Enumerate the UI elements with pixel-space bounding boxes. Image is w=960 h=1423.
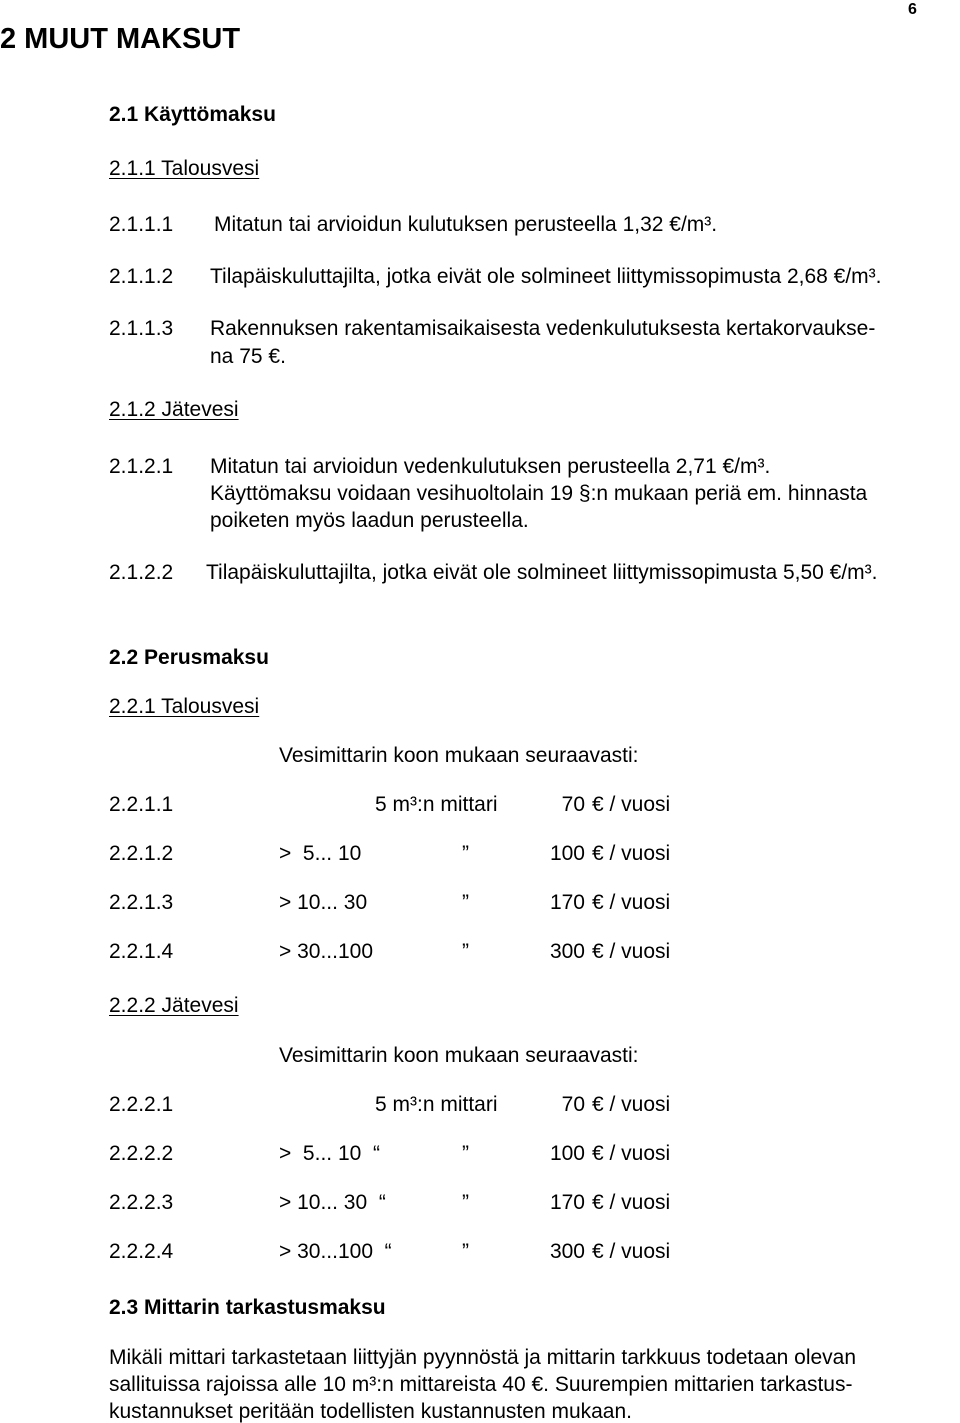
price: 300 <box>549 1240 585 1263</box>
meter-size: > 10... 30 “ <box>279 1191 386 1214</box>
item-number: 2.1.1.2 <box>109 265 174 288</box>
item-text: Mitatun tai arvioidun kulutuksen perusteella 1,32 €/m³. <box>214 213 718 236</box>
row-number: 2.2.1.3 <box>109 891 174 914</box>
ditto-mark: ” <box>462 1240 469 1263</box>
row-number: 2.2.2.4 <box>109 1240 174 1263</box>
meter-size: > 30...100 “ <box>279 1240 392 1263</box>
row-number: 2.2.1.1 <box>109 793 174 816</box>
price: 170 <box>549 891 585 914</box>
meter-size: > 5... 10 “ <box>279 1142 380 1165</box>
item-text-line: Käyttömaksu voidaan vesihuoltolain 19 §:n mukaan periä em. hinnasta <box>210 482 868 505</box>
price-unit: € / vuosi <box>592 1093 671 1116</box>
paragraph-line: kustannukset peritään todellisten kustannusten mukaan. <box>109 1400 633 1423</box>
price: 70 <box>561 793 585 816</box>
subsection-heading-2-2-1: 2.2.1 Talousvesi <box>109 695 260 718</box>
price: 100 <box>549 842 585 865</box>
item-text-line: poiketen myös laadun perusteella. <box>210 509 529 532</box>
section-heading-2-2: 2.2 Perusmaksu <box>109 646 269 669</box>
item-number: 2.1.1.3 <box>109 317 174 340</box>
table-intro: Vesimittarin koon mukaan seuraavasti: <box>279 1044 639 1067</box>
chapter-title: 2 MUUT MAKSUT <box>0 23 241 55</box>
section-heading-2-1: 2.1 Käyttömaksu <box>109 103 276 126</box>
meter-size: 5 m³:n mittari <box>375 1093 498 1116</box>
price-unit: € / vuosi <box>592 940 671 963</box>
ditto-mark: ” <box>462 1142 469 1165</box>
row-number: 2.2.2.1 <box>109 1093 174 1116</box>
item-text: Tilapäiskuluttajilta, jotka eivät ole solmineet liittymissopimusta 5,50 €/m³. <box>206 561 878 584</box>
ditto-mark: ” <box>462 842 469 865</box>
price: 100 <box>549 1142 585 1165</box>
ditto-mark: ” <box>462 891 469 914</box>
price: 70 <box>561 1093 585 1116</box>
row-number: 2.2.2.2 <box>109 1142 174 1165</box>
item-text-line: na 75 €. <box>210 345 286 368</box>
item-number: 2.1.1.1 <box>109 213 174 236</box>
item-number: 2.1.2.1 <box>109 455 174 478</box>
section-heading-2-3: 2.3 Mittarin tarkastusmaksu <box>109 1296 386 1319</box>
row-number: 2.2.1.4 <box>109 940 174 963</box>
row-number: 2.2.2.3 <box>109 1191 174 1214</box>
price-unit: € / vuosi <box>592 842 671 865</box>
meter-size: > 30...100 <box>279 940 373 963</box>
paragraph-line: Mikäli mittari tarkastetaan liittyjän pyynnöstä ja mittarin tarkkuus todetaan olevan <box>109 1346 857 1369</box>
paragraph-line: sallituissa rajoissa alle 10 m³:n mittareista 40 €. Suurempien mittarien tarkastus- <box>109 1373 853 1396</box>
item-text-line: Mitatun tai arvioidun vedenkulutuksen perusteella 2,71 €/m³. <box>210 455 771 478</box>
subsection-heading-2-1-2: 2.1.2 Jätevesi <box>109 398 239 421</box>
meter-size: > 10... 30 <box>279 891 368 914</box>
price-unit: € / vuosi <box>592 1191 671 1214</box>
price-unit: € / vuosi <box>592 891 671 914</box>
price: 300 <box>549 940 585 963</box>
price-unit: € / vuosi <box>592 793 671 816</box>
ditto-mark: ” <box>462 1191 469 1214</box>
price-unit: € / vuosi <box>592 1142 671 1165</box>
price-unit: € / vuosi <box>592 1240 671 1263</box>
ditto-mark: ” <box>462 940 469 963</box>
row-number: 2.2.1.2 <box>109 842 174 865</box>
page-number: 6 <box>908 1 917 18</box>
item-text: Tilapäiskuluttajilta, jotka eivät ole solmineet liittymissopimusta 2,68 €/m³. <box>210 265 882 288</box>
subsection-heading-2-2-2: 2.2.2 Jätevesi <box>109 994 239 1017</box>
meter-size: 5 m³:n mittari <box>375 793 498 816</box>
price: 170 <box>549 1191 585 1214</box>
item-number: 2.1.2.2 <box>109 561 174 584</box>
item-text-line: Rakennuksen rakentamisaikaisesta vedenkulutuksesta kertakorvaukse- <box>210 317 876 340</box>
subsection-heading-2-1-1: 2.1.1 Talousvesi <box>109 157 260 180</box>
table-intro: Vesimittarin koon mukaan seuraavasti: <box>279 744 639 767</box>
meter-size: > 5... 10 <box>279 842 362 865</box>
